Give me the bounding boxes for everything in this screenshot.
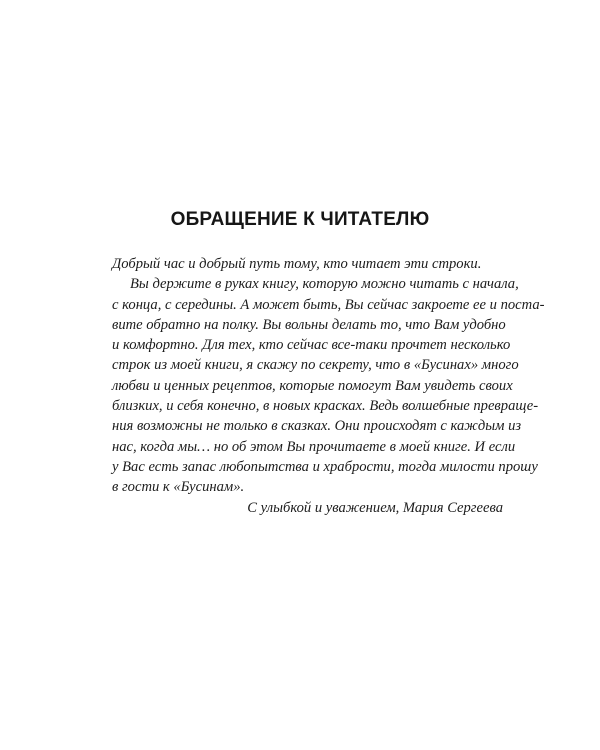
page-title: ОБРАЩЕНИЕ К ЧИТАТЕЛЮ	[170, 209, 430, 230]
text-line-5: строк из моей книги, я скажу по секрету, что в «Бусинах» много	[112, 357, 519, 374]
text-line-11: в гости к «Бусинам».	[112, 479, 245, 496]
signature: С улыбкой и уважением, Мария Сергеева	[247, 499, 503, 516]
text-line-8: ния возможны не только в сказках. Они происходят с каждым из	[112, 418, 522, 435]
text-line-9: нас, когда мы… но об этом Вы прочитаете в моей книге. И если	[112, 438, 516, 455]
text-line-4: и комфортно. Для тех, кто сейчас все-таки прочтет несколько	[112, 337, 511, 354]
greeting-line: Добрый час и добрый путь тому, кто читает эти строки.	[112, 256, 482, 272]
text-line-6: любви и ценных рецептов, которые помогут Вам увидеть своих	[112, 377, 513, 394]
text-line-1: Вы держите в руках книгу, которую можно читать с начала,	[130, 276, 519, 293]
text-line-3: вите обратно на полку. Вы вольны делать то, что Вам удобно	[112, 316, 506, 333]
text-line-10: у Вас есть запас любопытства и храбрости, тогда милости прошу	[112, 458, 538, 475]
text-line-7: близких, и себя конечно, в новых красках. Ведь волшебные превраще-	[112, 398, 539, 415]
address-text	[112, 254, 545, 518]
text-line-2: с конца, с середины. А может быть, Вы сейчас закроете ее и поста-	[112, 296, 545, 313]
